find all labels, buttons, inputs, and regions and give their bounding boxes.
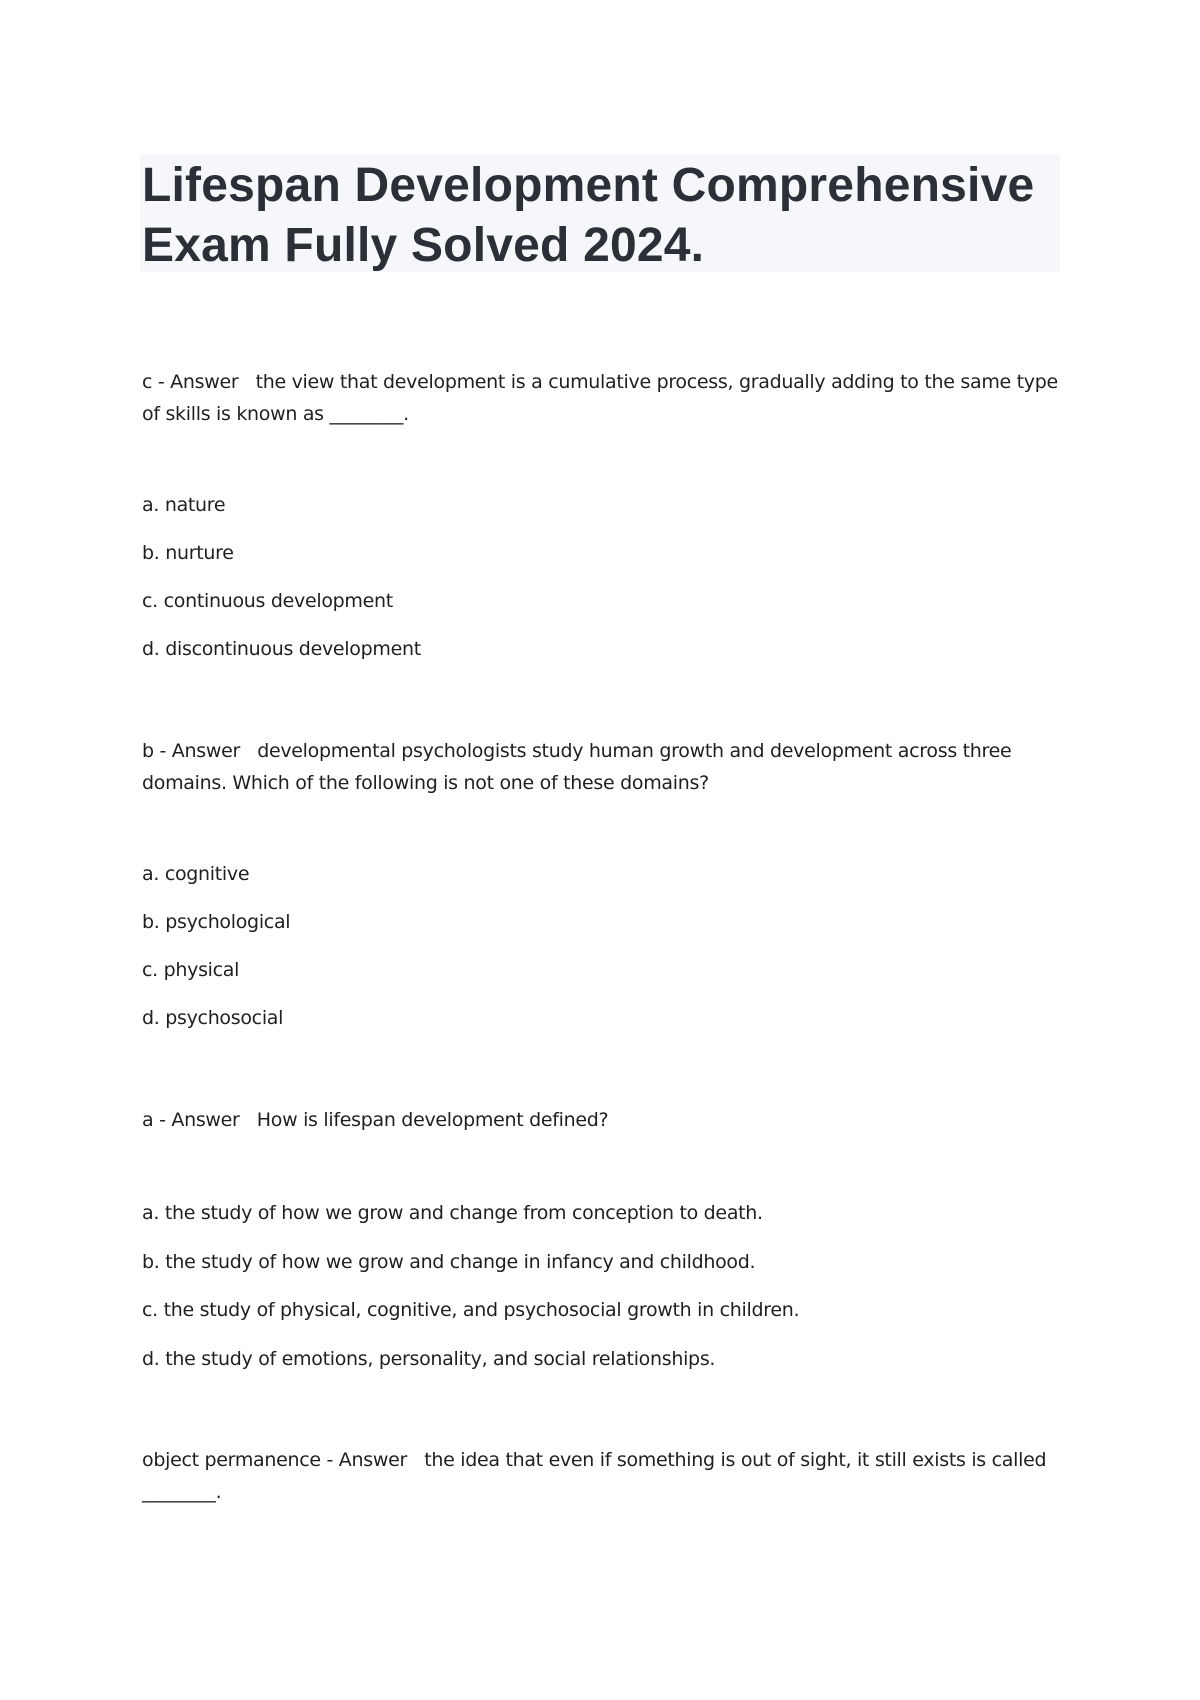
options-list (142, 1201, 1062, 1371)
option-item: a. cognitive (142, 863, 250, 885)
question-block (142, 1444, 1062, 1508)
document-title (142, 156, 1042, 276)
option-item: c. physical (142, 959, 240, 981)
option-item: d. discontinuous development (142, 638, 421, 660)
options-list (142, 862, 1062, 1030)
question-prompt: the view that development is a cumulative process, gradually adding to the same type of skills is known as ________. (142, 371, 1058, 425)
question-prompt: the idea that even if something is out of sight, it still exists is called ________. (142, 1449, 1047, 1503)
question-text (142, 366, 1062, 430)
question-prompt: How is lifespan development defined? (256, 1109, 609, 1131)
answer-key: c - Answer (142, 371, 239, 393)
option-item: a. nature (142, 494, 226, 516)
option-item: c. continuous development (142, 590, 393, 612)
answer-key: object permanence - Answer (142, 1449, 407, 1471)
option-item: b. psychological (142, 911, 291, 933)
answer-key: b - Answer (142, 740, 240, 762)
options-list (142, 493, 1062, 661)
option-item: a. the study of how we grow and change from conception to death. (142, 1202, 763, 1224)
question-block (142, 366, 1062, 661)
title-line-1: Lifespan Development Comprehensive (142, 159, 1035, 212)
title-line-2: Exam Fully Solved 2024. (142, 219, 705, 272)
question-text (142, 735, 1062, 799)
question-block (142, 1104, 1062, 1371)
question-text (142, 1444, 1062, 1508)
question-block (142, 735, 1062, 1030)
option-item: b. nurture (142, 542, 234, 564)
option-item: b. the study of how we grow and change in infancy and childhood. (142, 1251, 756, 1273)
option-item: d. the study of emotions, personality, and social relationships. (142, 1348, 716, 1370)
option-item: d. psychosocial (142, 1007, 284, 1029)
question-prompt: developmental psychologists study human growth and development across three domains. Which of the following is not one of these domains? (142, 740, 1012, 794)
answer-key: a - Answer (142, 1109, 240, 1131)
question-text (142, 1104, 1062, 1136)
option-item: c. the study of physical, cognitive, and psychosocial growth in children. (142, 1299, 800, 1321)
